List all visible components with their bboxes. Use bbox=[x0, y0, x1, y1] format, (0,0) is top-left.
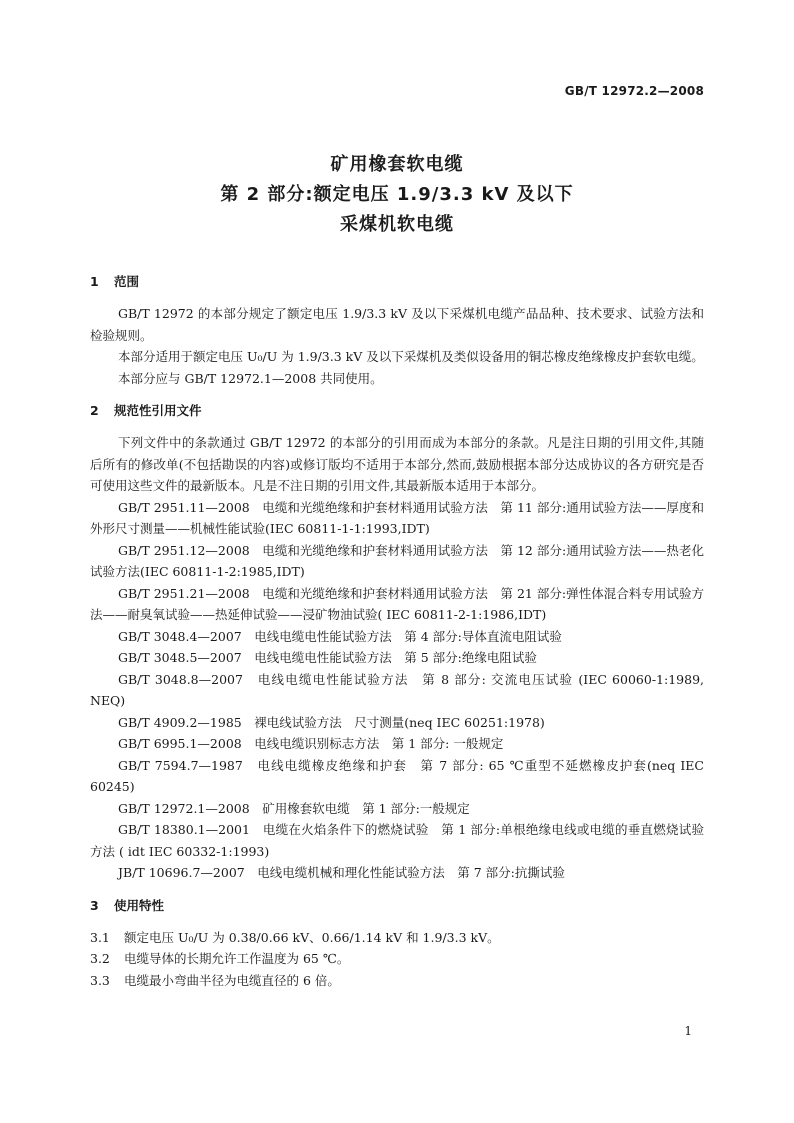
reference-item: GB/T 18380.1—2001 电缆在火焰条件下的燃烧试验 第 1 部分:单根绝缘电线或电缆的垂直燃烧试验方法 ( idt IEC 60332-1:1993) bbox=[90, 822, 704, 859]
section-number: 3 bbox=[90, 897, 99, 913]
reference-item: GB/T 6995.1—2008 电线电缆识别标志方法 第 1 部分: 一般规定 bbox=[118, 736, 504, 751]
reference-item: GB/T 12972.1—2008 矿用橡套软电缆 第 1 部分:一般规定 bbox=[118, 800, 470, 816]
reference-item: GB/T 2951.11—2008 电缆和光缆绝缘和护套材料通用试验方法 第 11 部分:通用试验方法——厚度和外形尺寸测量——机械性能试验(IEC 60811-1-1:1993,IDT) bbox=[90, 499, 704, 536]
clause-number: 3.1 bbox=[90, 929, 110, 945]
reference-item: GB/T 4909.2—1985 裸电线试验方法 尺寸测量(neq IEC 60251:1978) bbox=[118, 714, 545, 730]
paragraph: 本部分适用于额定电压 U₀/U 为 1.9/3.3 kV 及以下采煤机及类似设备用的铜芯橡皮绝缘橡皮护套软电缆。 bbox=[118, 349, 704, 364]
title-line-2: 第 2 部分:额定电压 1.9/3.3 kV 及以下 bbox=[220, 184, 574, 205]
paragraph: 本部分应与 GB/T 12972.1—2008 共同使用。 bbox=[118, 370, 383, 386]
section-number: 1 bbox=[90, 274, 99, 289]
section-title: 使用特性 bbox=[114, 897, 165, 913]
reference-item: GB/T 2951.12—2008 电缆和光缆绝缘和护套材料通用试验方法 第 12 部分:通用试验方法——热老化试验方法(IEC 60811-1-2:1985,IDT) bbox=[90, 542, 704, 579]
clause-text: 电缆导体的长期允许工作温度为 65 ℃。 bbox=[124, 951, 350, 966]
clause-number: 3.3 bbox=[90, 972, 110, 988]
reference-item: GB/T 3048.4—2007 电线电缆电性能试验方法 第 4 部分:导体直流电阻试验 bbox=[118, 628, 562, 644]
reference-item: GB/T 7594.7—1987 电线电缆橡皮绝缘和护套 第 7 部分: 65 ℃重型不延燃橡皮护套(neq IEC 60245) bbox=[90, 757, 704, 794]
clause-number: 3.2 bbox=[90, 951, 110, 966]
title-line-1: 矿用橡套软电缆 bbox=[330, 154, 464, 175]
section-title: 范围 bbox=[114, 274, 140, 289]
page-number: 1 bbox=[684, 1024, 692, 1038]
paragraph: GB/T 12972 的本部分规定了额定电压 1.9/3.3 kV 及以下采煤机电缆产品品种、技术要求、试验方法和检验规则。 bbox=[90, 306, 704, 343]
reference-item: GB/T 3048.8—2007 电线电缆电性能试验方法 第 8 部分: 交流电压试验 (IEC 60060-1:1989, NEQ) bbox=[90, 671, 704, 708]
standard-code: GB/T 12972.2—2008 bbox=[564, 84, 704, 98]
section-2-heading bbox=[90, 401, 704, 421]
title-line-3: 采煤机软电缆 bbox=[340, 214, 454, 235]
paragraph: 下列文件中的条款通过 GB/T 12972 的本部分的引用而成为本部分的条款。凡是注日期的引用文件,其随后所有的修改单(不包括勘误的内容)或修订版均不适用于本部分,然而,鼓励根据本部分达成协议的各方研究是否可使用这些文件的最新版本。凡是不注日期的引用文件,其最新版本适用于本部分。 bbox=[90, 435, 704, 493]
section-title: 规范性引用文件 bbox=[114, 403, 202, 418]
section-3-heading bbox=[90, 896, 704, 916]
clause-item bbox=[90, 927, 704, 949]
section-1-heading bbox=[90, 272, 704, 292]
document-body bbox=[90, 272, 704, 991]
clause-text: 电缆最小弯曲半径为电缆直径的 6 倍。 bbox=[124, 972, 340, 988]
reference-item: GB/T 2951.21—2008 电缆和光缆绝缘和护套材料通用试验方法 第 21 部分:弹性体混合料专用试验方法——耐臭氧试验——热延伸试验——浸矿物油试验( IEC 60811-2-1:1986,IDT) bbox=[90, 585, 704, 622]
reference-item: GB/T 3048.5—2007 电线电缆电性能试验方法 第 5 部分:绝缘电阻试验 bbox=[118, 650, 537, 665]
section-number: 2 bbox=[90, 403, 99, 418]
clause-text: 额定电压 U₀/U 为 0.38/0.66 kV、0.66/1.14 kV 和 1.9/3.3 kV。 bbox=[124, 929, 500, 945]
reference-item: JB/T 10696.7—2007 电线电缆机械和理化性能试验方法 第 7 部分:抗撕试验 bbox=[118, 865, 565, 880]
clause-item bbox=[90, 970, 704, 992]
clause-item bbox=[90, 948, 704, 970]
document-title bbox=[0, 150, 794, 240]
